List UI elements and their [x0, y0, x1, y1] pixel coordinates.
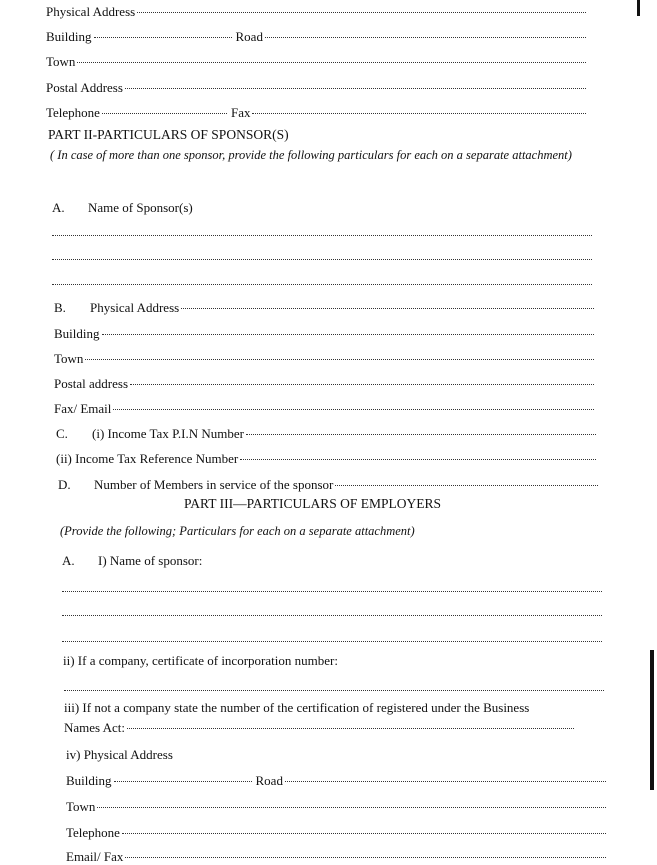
sponsor-fax-email-blank[interactable]: [113, 409, 594, 410]
employer-name-label: I) Name of sponsor:: [98, 553, 203, 568]
employer-road-label: Road: [255, 773, 283, 788]
postal-address-label: Postal Address: [46, 80, 123, 95]
employer-building-blank[interactable]: [114, 781, 252, 782]
postal-address-blank[interactable]: [125, 88, 586, 89]
employer-telephone-blank[interactable]: [122, 833, 606, 834]
income-tax-reference-field[interactable]: [56, 451, 596, 467]
employer-email-fax-field[interactable]: [66, 849, 606, 865]
income-tax-pin-blank[interactable]: [246, 434, 596, 435]
town-field[interactable]: [46, 54, 586, 70]
business-names-heading: [64, 700, 609, 716]
scan-edge-mark-bottom: [650, 650, 654, 790]
sponsor-postal-address-field[interactable]: [54, 376, 594, 392]
sponsor-town-label: Town: [54, 351, 84, 366]
sponsor-name-heading: [52, 200, 592, 216]
road-label: Road: [235, 29, 263, 44]
sponsor-fax-email-label: Fax/ Email: [54, 401, 112, 416]
postal-address-field[interactable]: [46, 80, 586, 96]
employer-name-heading: [62, 553, 602, 569]
sponsor-name-line-1[interactable]: [52, 235, 592, 236]
employer-telephone-label: Telephone: [66, 825, 120, 840]
sponsor-fax-email-field[interactable]: [54, 401, 594, 417]
sponsor-building-field[interactable]: [54, 326, 594, 342]
sponsor-physical-address-label: Physical Address: [90, 300, 180, 315]
item-b-letter: B.: [54, 300, 66, 315]
employer-town-field[interactable]: [66, 799, 606, 815]
scan-edge-mark-top: [637, 0, 640, 16]
sponsor-town-blank[interactable]: [85, 359, 594, 360]
incorporation-number-heading: [63, 653, 603, 669]
part-ii-heading: PART II-PARTICULARS OF SPONSOR(S): [48, 127, 289, 142]
building-label: Building: [46, 29, 92, 44]
income-tax-reference-blank[interactable]: [240, 459, 596, 460]
sponsor-postal-address-blank[interactable]: [130, 384, 594, 385]
sponsor-name-label: Name of Sponsor(s): [88, 200, 193, 215]
sponsor-postal-address-label: Postal address: [54, 376, 129, 391]
sponsor-name-line-2[interactable]: [52, 259, 592, 260]
telephone-label: Telephone: [46, 105, 100, 120]
employer-physical-address-label: iv) Physical Address: [66, 747, 173, 762]
employer-name-line-1[interactable]: [62, 591, 602, 592]
sponsor-physical-address-blank[interactable]: [181, 308, 594, 309]
incorporation-number-line[interactable]: [64, 690, 604, 691]
employer-email-fax-blank[interactable]: [125, 857, 606, 858]
town-label: Town: [46, 54, 76, 69]
fax-label: Fax: [230, 105, 251, 120]
business-names-act-label: Names Act:: [64, 720, 126, 735]
part-iii-item-a-letter: A.: [62, 553, 75, 568]
employer-building-road-field[interactable]: [66, 773, 606, 789]
employer-name-line-3[interactable]: [62, 641, 602, 642]
building-blank[interactable]: [94, 37, 232, 38]
business-names-label: iii) If not a company state the number of the certification of registered under the Business: [64, 700, 530, 715]
income-tax-pin-field[interactable]: [56, 426, 596, 442]
fax-blank[interactable]: [252, 113, 586, 114]
physical-address-blank[interactable]: [137, 12, 586, 13]
employer-name-line-2[interactable]: [62, 615, 602, 616]
town-blank[interactable]: [77, 62, 586, 63]
item-d-letter: D.: [58, 477, 71, 492]
sponsor-name-line-3[interactable]: [52, 284, 592, 285]
physical-address-label: Physical Address: [46, 4, 136, 19]
incorporation-number-label: ii) If a company, certificate of incorporation number:: [63, 653, 338, 668]
building-road-field[interactable]: [46, 29, 586, 45]
income-tax-pin-label: (i) Income Tax P.I.N Number: [92, 426, 244, 441]
employer-building-label: Building: [66, 773, 112, 788]
sponsor-building-label: Building: [54, 326, 100, 341]
employer-town-blank[interactable]: [97, 807, 606, 808]
part-iii-note: (Provide the following; Particulars for each on a separate attachment): [60, 524, 415, 538]
income-tax-reference-label: (ii) Income Tax Reference Number: [56, 451, 239, 466]
telephone-blank[interactable]: [102, 113, 227, 114]
employer-email-fax-label: Email/ Fax: [66, 849, 124, 864]
physical-address-field[interactable]: [46, 4, 586, 20]
sponsor-town-field[interactable]: [54, 351, 594, 367]
sponsor-physical-address-field[interactable]: [54, 300, 594, 316]
road-blank[interactable]: [265, 37, 586, 38]
employer-physical-address-heading: [66, 747, 606, 763]
employer-telephone-field[interactable]: [66, 825, 606, 841]
members-in-service-label: Number of Members in service of the sponsor: [94, 477, 334, 492]
part-iii-heading: PART III—PARTICULARS OF EMPLOYERS: [184, 496, 442, 511]
business-names-act-blank[interactable]: [127, 728, 574, 729]
business-names-act-field[interactable]: [64, 720, 574, 736]
members-in-service-blank[interactable]: [335, 485, 598, 486]
employer-road-blank[interactable]: [285, 781, 606, 782]
item-c-letter: C.: [56, 426, 68, 441]
telephone-fax-field[interactable]: [46, 105, 586, 121]
part-ii-note: ( In case of more than one sponsor, provide the following particulars for each on a separate attachment): [50, 148, 572, 162]
item-a-letter: A.: [52, 200, 65, 215]
members-in-service-field[interactable]: [58, 477, 598, 493]
employer-town-label: Town: [66, 799, 96, 814]
sponsor-building-blank[interactable]: [102, 334, 594, 335]
